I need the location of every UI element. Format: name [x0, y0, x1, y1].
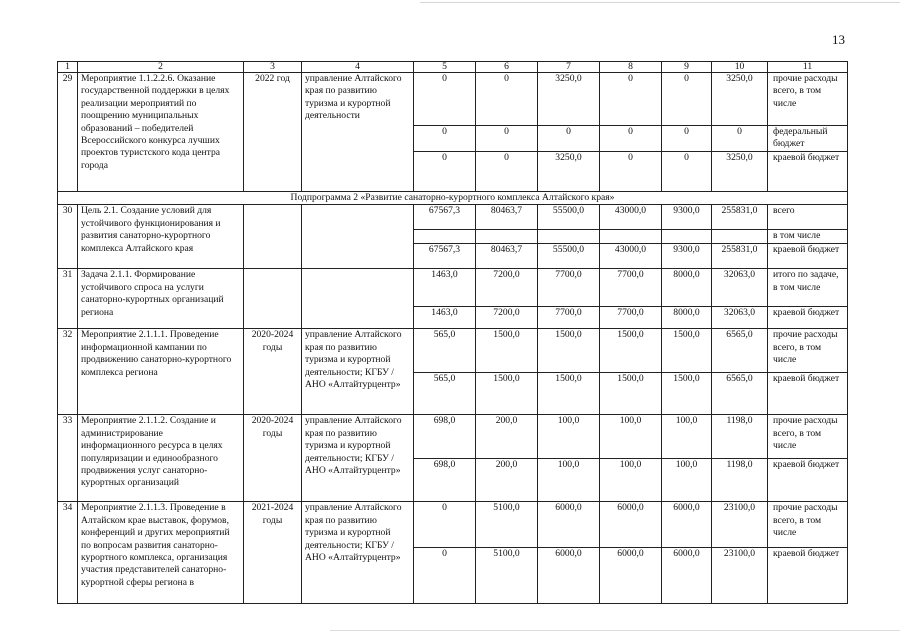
row-number: 31 [58, 269, 78, 329]
table-row [58, 329, 848, 373]
value-cell: 3250,0 [712, 73, 768, 126]
value-cell: 55500,0 [538, 244, 600, 269]
value-cell: 32063,0 [712, 307, 768, 329]
value-cell: 55500,0 [538, 205, 600, 230]
funding-source: краевой бюджет [768, 307, 848, 329]
value-cell [414, 230, 476, 244]
value-cell: 0 [712, 126, 768, 152]
value-cell [600, 230, 662, 244]
header-cell: 6 [476, 62, 538, 73]
funding-source: итого по задаче, в том числе [768, 269, 848, 307]
value-cell: 0 [600, 73, 662, 126]
subprogram-title: Подпрограмма 2 «Развитие санаторно-курортного комплекса Алтайского края» [58, 192, 848, 205]
funding-source: прочие расходы всего, в том числе [768, 329, 848, 373]
value-cell: 0 [414, 502, 476, 548]
value-cell: 1198,0 [712, 415, 768, 459]
funding-source: краевой бюджет [768, 244, 848, 269]
header-cell: 4 [302, 62, 414, 73]
header-cell: 1 [58, 62, 78, 73]
scan-edge-line [330, 630, 900, 631]
row-number: 34 [58, 502, 78, 604]
value-cell: 0 [414, 73, 476, 126]
value-cell: 100,0 [600, 415, 662, 459]
row-executor: управление Алтайского края по развитию туризма и курортной деятельности; КГБУ / АНО «Алтайтурцентр» [302, 502, 414, 604]
value-cell: 7200,0 [476, 307, 538, 329]
value-cell [712, 230, 768, 244]
row-name: Мероприятие 1.1.2.2.6. Оказание государственной поддержки в целях реализации мероприятий по поощрению муниципальных образований – победителей Всероссийского конкурса лучших проектов туристского кода центра города [78, 73, 244, 192]
value-cell: 80463,7 [476, 244, 538, 269]
value-cell: 1463,0 [414, 269, 476, 307]
row-executor: управление Алтайского края по развитию туризма и курортной деятельности [302, 73, 414, 192]
value-cell: 9300,0 [662, 205, 712, 230]
row-name: Цель 2.1. Создание условий для устойчивого функционирования и развития санаторно-курортного комплекса Алтайского края [78, 205, 244, 269]
row-executor [302, 269, 414, 329]
value-cell: 0 [600, 126, 662, 152]
table-row [58, 269, 848, 307]
value-cell: 1500,0 [600, 373, 662, 415]
value-cell: 200,0 [476, 459, 538, 502]
value-cell: 0 [662, 126, 712, 152]
row-number: 32 [58, 329, 78, 415]
value-cell: 6565,0 [712, 329, 768, 373]
table-row [58, 205, 848, 230]
value-cell: 0 [662, 73, 712, 126]
value-cell: 5100,0 [476, 548, 538, 604]
row-executor [302, 205, 414, 269]
value-cell: 1500,0 [662, 329, 712, 373]
value-cell: 23100,0 [712, 548, 768, 604]
value-cell: 255831,0 [712, 244, 768, 269]
value-cell: 7700,0 [538, 307, 600, 329]
value-cell: 565,0 [414, 329, 476, 373]
value-cell: 1198,0 [712, 459, 768, 502]
row-name: Задача 2.1.1. Формирование устойчивого спроса на услуги санаторно-курортных организаций региона [78, 269, 244, 329]
value-cell: 0 [600, 152, 662, 192]
row-executor: управление Алтайского края по развитию туризма и курортной деятельности; КГБУ / АНО «Алтайтурцентр» [302, 329, 414, 415]
value-cell: 3250,0 [712, 152, 768, 192]
value-cell: 3250,0 [538, 152, 600, 192]
value-cell: 0 [662, 152, 712, 192]
row-period: 2021-2024 годы [244, 502, 302, 604]
value-cell: 1500,0 [476, 329, 538, 373]
value-cell: 255831,0 [712, 205, 768, 230]
value-cell: 80463,7 [476, 205, 538, 230]
value-cell: 100,0 [538, 415, 600, 459]
value-cell: 5100,0 [476, 502, 538, 548]
value-cell: 8000,0 [662, 269, 712, 307]
value-cell: 0 [414, 152, 476, 192]
funding-source: в том числе [768, 230, 848, 244]
row-name: Мероприятие 2.1.1.3. Проведение в Алтайском крае выставок, форумов, конференций и других мероприятий по вопросам развития санаторно-курортного комплекса, организация участия представителей санаторно-курортной сферы региона в [78, 502, 244, 604]
page-number: 13 [832, 32, 845, 47]
funding-source: прочие расходы всего, в том числе [768, 73, 848, 126]
row-number: 29 [58, 73, 78, 192]
value-cell: 3250,0 [538, 73, 600, 126]
header-cell: 10 [712, 62, 768, 73]
value-cell: 6000,0 [600, 548, 662, 604]
value-cell: 7200,0 [476, 269, 538, 307]
header-cell: 2 [78, 62, 244, 73]
value-cell: 6000,0 [662, 502, 712, 548]
value-cell: 1463,0 [414, 307, 476, 329]
value-cell: 0 [538, 126, 600, 152]
funding-source: краевой бюджет [768, 459, 848, 502]
value-cell: 1500,0 [538, 329, 600, 373]
value-cell: 0 [476, 152, 538, 192]
value-cell [662, 230, 712, 244]
header-row [58, 62, 848, 73]
value-cell: 565,0 [414, 373, 476, 415]
value-cell: 698,0 [414, 415, 476, 459]
row-name: Мероприятие 2.1.1.1. Проведение информационной кампании по продвижению санаторно-курортного комплекса региона [78, 329, 244, 415]
value-cell: 0 [476, 126, 538, 152]
funding-source: прочие расходы всего, в том числе [768, 502, 848, 548]
table-row [58, 502, 848, 548]
scan-edge-line [420, 2, 900, 3]
row-period: 2022 год [244, 73, 302, 192]
value-cell: 100,0 [538, 459, 600, 502]
table-row [58, 415, 848, 459]
row-period: 2020-2024 годы [244, 415, 302, 502]
value-cell: 1500,0 [662, 373, 712, 415]
row-period [244, 205, 302, 269]
header-cell: 7 [538, 62, 600, 73]
value-cell: 6000,0 [600, 502, 662, 548]
row-executor: управление Алтайского края по развитию туризма и курортной деятельности; КГБУ / АНО «Алтайтурцентр» [302, 415, 414, 502]
value-cell: 8000,0 [662, 307, 712, 329]
value-cell: 100,0 [600, 459, 662, 502]
value-cell: 100,0 [662, 459, 712, 502]
header-cell: 8 [600, 62, 662, 73]
value-cell: 698,0 [414, 459, 476, 502]
row-number: 30 [58, 205, 78, 269]
funding-source: краевой бюджет [768, 373, 848, 415]
value-cell: 43000,0 [600, 205, 662, 230]
header-cell: 5 [414, 62, 476, 73]
value-cell [538, 230, 600, 244]
funding-source: всего [768, 205, 848, 230]
value-cell: 67567,3 [414, 244, 476, 269]
value-cell: 0 [414, 126, 476, 152]
header-cell: 11 [768, 62, 848, 73]
value-cell: 6000,0 [538, 548, 600, 604]
program-table [57, 61, 848, 604]
funding-source: краевой бюджет [768, 548, 848, 604]
value-cell: 1500,0 [538, 373, 600, 415]
value-cell: 7700,0 [600, 269, 662, 307]
value-cell: 43000,0 [600, 244, 662, 269]
value-cell: 32063,0 [712, 269, 768, 307]
value-cell: 67567,3 [414, 205, 476, 230]
row-name: Мероприятие 2.1.1.2. Создание и администрирование информационного ресурса в целях популяризации и единообразного продвижения услуг санаторно-курортных организаций [78, 415, 244, 502]
header-cell: 3 [244, 62, 302, 73]
funding-source: краевой бюджет [768, 152, 848, 192]
value-cell: 6000,0 [662, 548, 712, 604]
value-cell: 1500,0 [476, 373, 538, 415]
value-cell: 7700,0 [600, 307, 662, 329]
value-cell: 7700,0 [538, 269, 600, 307]
value-cell: 100,0 [662, 415, 712, 459]
value-cell: 9300,0 [662, 244, 712, 269]
funding-source: федеральный бюджет [768, 126, 848, 152]
value-cell: 0 [414, 548, 476, 604]
subprogram-row [58, 192, 848, 205]
value-cell [476, 230, 538, 244]
value-cell: 6000,0 [538, 502, 600, 548]
value-cell: 200,0 [476, 415, 538, 459]
row-number: 33 [58, 415, 78, 502]
table-row [58, 73, 848, 126]
value-cell: 6565,0 [712, 373, 768, 415]
row-period [244, 269, 302, 329]
value-cell: 23100,0 [712, 502, 768, 548]
value-cell: 1500,0 [600, 329, 662, 373]
row-period: 2020-2024 годы [244, 329, 302, 415]
funding-source: прочие расходы всего, в том числе [768, 415, 848, 459]
header-cell: 9 [662, 62, 712, 73]
value-cell: 0 [476, 73, 538, 126]
